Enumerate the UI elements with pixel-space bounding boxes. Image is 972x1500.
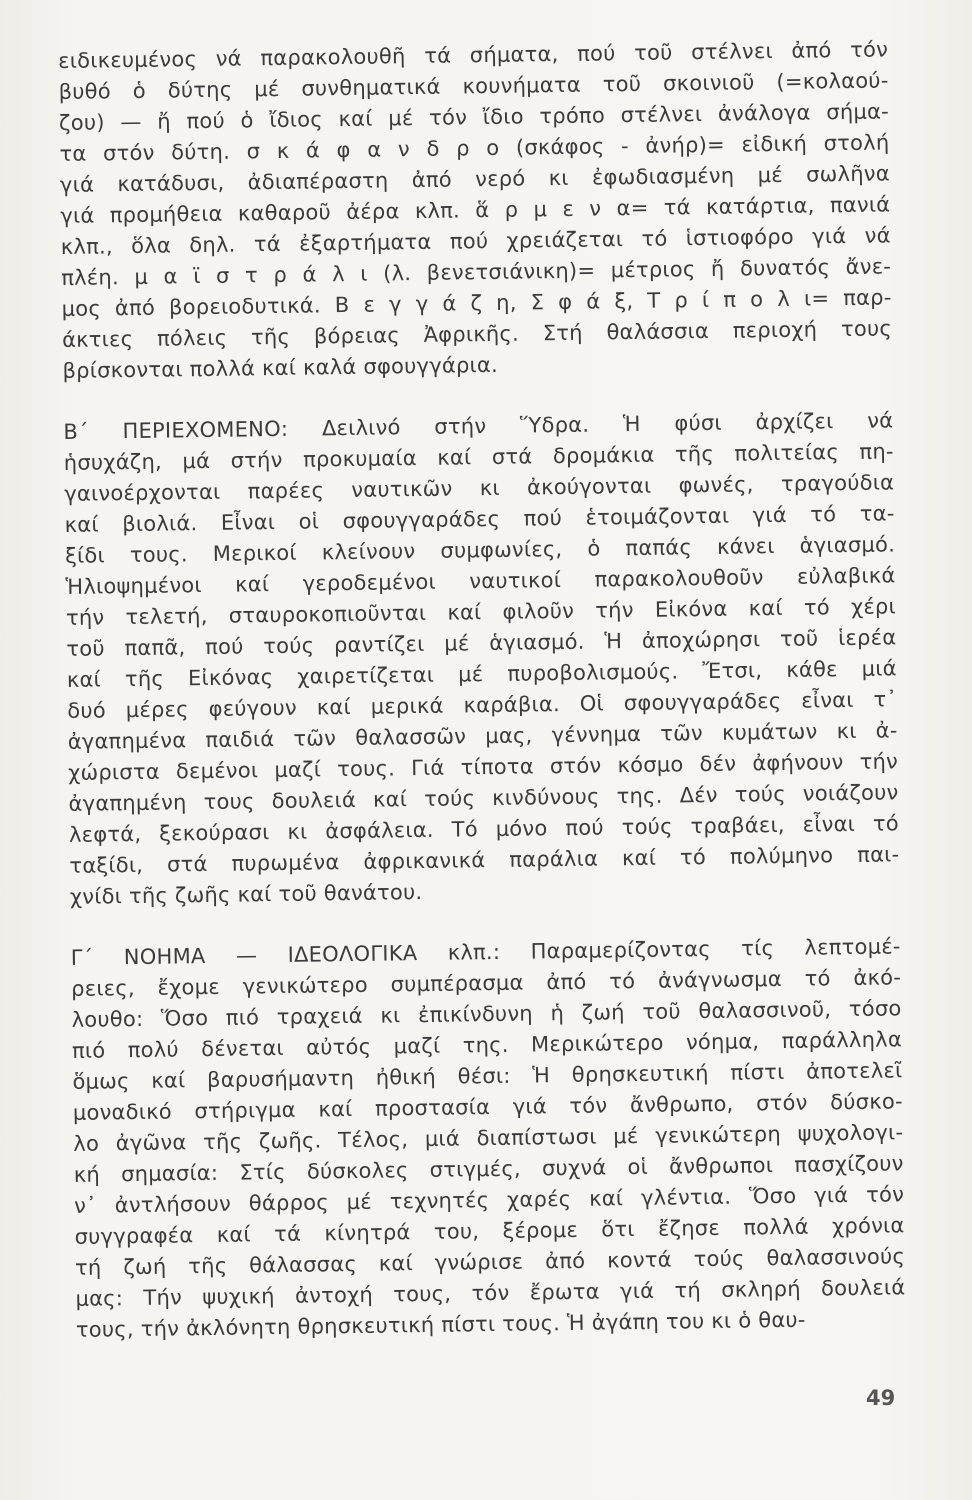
text-line: ρειες, ἔχομε γενικώτερο συμπέρασμα ἀπό τό ἀνάγνωσμα τό ἀκό-: [70, 965, 902, 1001]
text-line: ὅμως καί βαρυσήμαντη ἠθική θέσι: Ἡ θρησκευτική πίστι ἀποτελεῖ: [72, 1058, 903, 1094]
text-line: ν᾽ ἀντλήσουν θάρρος μέ τεχνητές χαρές καί γλέντια. Ὅσο γιά τόν: [74, 1182, 905, 1218]
text-line: γαινοέρχονται παρέες ναυτικῶν κι ἀκούγονται φωνές, τραγούδια: [64, 470, 895, 506]
text-line: καί βιολιά. Εἶναι οἱ σφουγγαράδες πού ἑτοιμάζονται γιά τό τα-: [64, 501, 895, 537]
text-line: ἀγαπημένα παιδιά τῶν θαλασσῶν μας, γέννημα τῶν κυμάτων κι ἀ-: [67, 718, 898, 754]
text-line: ταξίδι, στά πυρωμένα ἀφρικανικά παράλια καί τό πολύμηνο παι-: [69, 842, 900, 878]
text-line: τήν τελετή, σταυροκοπιοῦνται καί φιλοῦν τήν Εἰκόνα καί τό χέρι: [65, 594, 897, 630]
text-line: βρίσκονται πολλά καί καλά σφουγγάρια.: [62, 352, 499, 383]
text-line: ξίδι τους. Μερικοί κλείνουν συμφωνίες, ὁ παπάς κάνει ἁγιασμό.: [64, 532, 896, 568]
text-line: δυό μέρες φεύγουν καί μερικά καράβια. Οἱ σφουγγαράδες εἶναι τ᾽: [67, 687, 898, 723]
text-line: ζου) — ἤ πού ὁ ἴδιος καί μέ τόν ἴδιο τρόπο στέλνει ἀνάλογα σήμα-: [58, 99, 890, 135]
page-number: 49: [866, 1386, 896, 1410]
text-line: κλπ., ὅλα δηλ. τά ἐξαρτήματα πού χρειάζεται τό ἱστιοφόρο γιά νά: [60, 223, 891, 259]
text-line: λουθο: Ὅσο πιό τραχειά κι ἐπικίνδυνη ἡ ζωή τοῦ θαλασσινοῦ, τόσο: [71, 996, 902, 1032]
text-line: άκτιες πόλεις τῆς βόρειας Ἀφρικῆς. Στή θαλάσσια περιοχή τους: [61, 316, 893, 352]
paragraph-glossary: [58, 34, 893, 387]
text-line: τοῦ παπᾶ, πού τούς ραντίζει μέ ἁγιασμό. Ἡ ἀποχώρησι τοῦ ἱερέα: [66, 625, 897, 661]
text-line: μας: Τήν ψυχική ἀντοχή τους, τόν ἔρωτα γιά τή σκληρή δουλειά: [75, 1275, 906, 1311]
text-line: μοναδικό στήριγμα καί προστασία γιά τόν ἄνθρωπο, στόν δύσκο-: [72, 1089, 903, 1125]
text-line: Β΄ ΠΕΡΙΕΧΟΜΕΝΟ: Δειλινό στήν Ὕδρα. Ἡ φύσι ἀρχίζει νά: [63, 408, 894, 444]
text-line: ειδικευμένος νά παρακολουθῆ τά σήματα, πού τοῦ στέλνει ἀπό τόν: [58, 37, 889, 73]
text-line: πλέη. μ α ϊ σ τ ρ ά λ ι (λ. βενετσιάνικη)= μέτριος ἤ δυνατός ἄνε-: [61, 254, 892, 290]
text-line: γιά κατάδυσι, ἀδιαπέραστη ἀπό νερό κι ἐφωδιασμένη μέ σωλῆνα: [59, 161, 891, 197]
paragraph-content: [63, 405, 900, 913]
text-line: γιά προμήθεια καθαροῦ ἀέρα κλπ. ἅ ρ μ ε ν α= τά κατάρτια, πανιά: [60, 192, 891, 228]
text-line: λεφτά, ξεκούρασι κι ἀσφάλεια. Τό μόνο πού τούς τραβάει, εἶναι τό: [68, 811, 900, 847]
text-line: κή σημασία: Στίς δύσκολες στιγμές, συχνά οἱ ἄνθρωποι πασχίζουν: [73, 1151, 904, 1187]
text-line: τή ζωή τῆς θάλασσας καί γνώρισε ἀπό κοντά τούς θαλασσινούς: [74, 1244, 906, 1280]
page-body: [58, 34, 906, 1345]
text-line: χνίδι τῆς ζωῆς καί τοῦ θανάτου.: [69, 879, 423, 909]
text-line: τα στόν δύτη. σ κ ά φ α ν δ ρ ο (σκάφος - ἀνήρ)= εἰδική στολή: [59, 130, 890, 166]
text-line: λο ἀγῶνα τῆς ζωῆς. Τέλος, μιά διαπίστωσι μέ γενικώτερη ψυχολογι-: [73, 1120, 904, 1156]
text-line: πιό πολύ δένεται αὐτός μαζί της. Μερικώτερο νόημα, παράλληλα: [71, 1027, 903, 1063]
text-line: χώριστα δεμένοι μαζί τους. Γιά τίποτα στόν κόσμο δέν ἀφήνουν τήν: [67, 749, 899, 785]
text-line: Ἡλιοψημένοι καί γεροδεμένοι ναυτικοί παρακολουθοῦν εὐλαβικά: [65, 563, 896, 599]
text-line: ἀγαπημένη τους δουλειά καί τούς κινδύνους της. Δέν τούς νοιάζουν: [68, 780, 899, 816]
text-line: βυθό ὁ δύτης μέ συνθηματικά κουνήματα τοῦ σκοινιοῦ (=κολαού-: [58, 68, 889, 104]
paragraph-meaning: [71, 931, 907, 1346]
text-line: συγγραφέα καί τά κίνητρά του, ξέρομε ὅτι ἔζησε πολλά χρόνια: [74, 1213, 905, 1249]
text-line: ἡσυχάζη, μά στήν προκυμαία καί στά δρομάκια τῆς πολιτείας πη-: [63, 439, 894, 475]
text-line: Γ΄ ΝΟΗΜΑ — ΙΔΕΟΛΟΓΙΚΑ κλπ.: Παραμερίζοντας τίς λεπτομέ-: [70, 934, 901, 970]
text-line: καί τῆς Εἰκόνας χαιρετίζεται μέ πυροβολισμούς. Ἔτσι, κάθε μιά: [66, 656, 897, 692]
text-line: τους, τήν ἀκλόνητη θρησκευτική πίστι τους. Ἡ ἀγάπη του κι ὁ θαυ-: [75, 1307, 806, 1342]
text-line: μος ἀπό βορειοδυτικά. Β ε γ γ ά ζ η, Σ φ ά ξ, Τ ρ ί π ο λ ι= παρ-: [61, 285, 892, 321]
